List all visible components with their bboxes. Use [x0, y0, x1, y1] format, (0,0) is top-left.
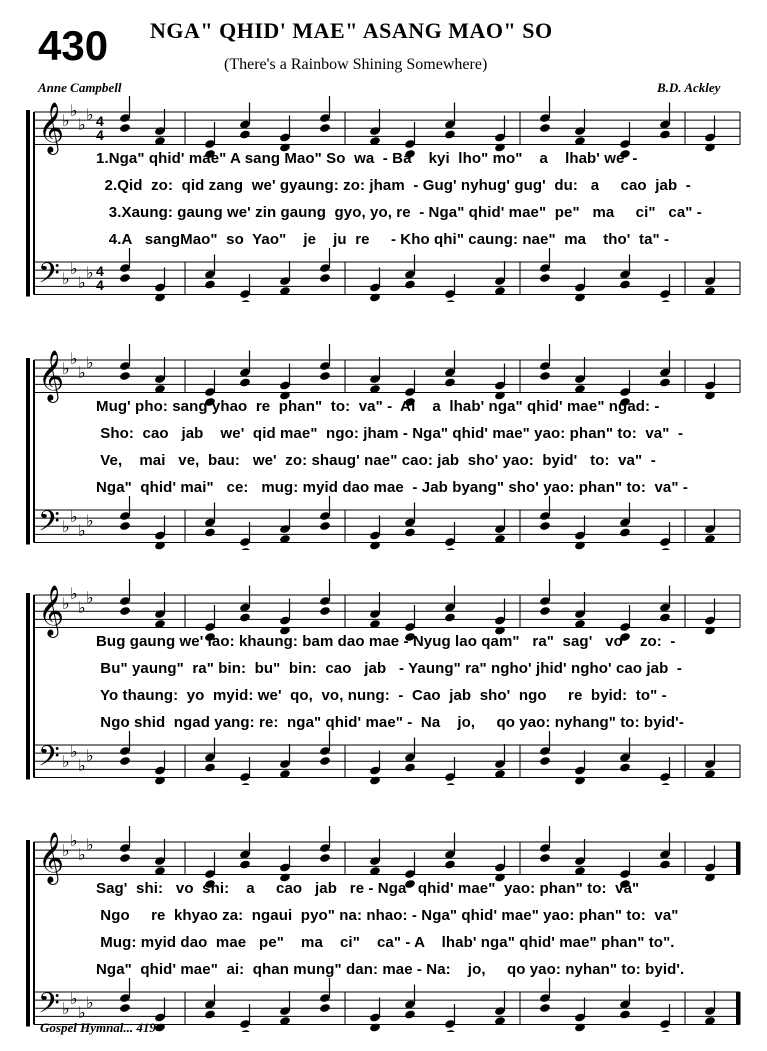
note-icon [319, 344, 331, 381]
flat-icon: ♭ [78, 598, 86, 617]
note-icon [369, 516, 381, 551]
note-icon [369, 357, 381, 394]
note-icon [154, 268, 166, 303]
lyric-line: Nga" qhid' mae" ai: qhan mung" dan: mae - Na: jo, qo yao: nyhan" to: byid'. [96, 961, 685, 978]
note-icon [204, 503, 216, 538]
flat-icon: ♭ [70, 259, 78, 278]
note-icon [279, 846, 291, 883]
note-icon [369, 268, 381, 303]
flat-icon: ♭ [78, 363, 86, 382]
note-icon [239, 351, 251, 388]
flat-icon: ♭ [86, 353, 94, 372]
lyric-line: Ve, mai ve, bau: we' zo: shaug' nae" cao: jab sho' yao: byid' to: va" - [96, 452, 656, 469]
note-icon [494, 116, 506, 153]
note-icon [204, 985, 216, 1020]
note-icon [154, 751, 166, 786]
note-icon [369, 592, 381, 629]
note-icon [494, 364, 506, 401]
flat-icon: ♭ [86, 263, 94, 282]
hymn-subtitle: (There's a Rainbow Shining Somewhere) [224, 56, 488, 73]
note-icon [444, 833, 456, 870]
note-icon [239, 103, 251, 140]
hymn-number: 430 [38, 22, 109, 69]
time-signature: 4 [96, 113, 104, 129]
note-icon [239, 586, 251, 623]
flat-icon: ♭ [62, 841, 70, 860]
note-icon [404, 738, 416, 773]
note-icon [404, 503, 416, 538]
system-1 [0, 92, 767, 302]
treble-clef-icon: 𝄞 [38, 832, 65, 883]
lyric-line: Ngo shid ngad yang: re: nga" qhid' mae" - Na jo, qo yao: nyhang" to: byid'- [96, 714, 684, 731]
note-icon [704, 599, 716, 636]
note-icon [574, 109, 586, 146]
bass-clef-icon: 𝄢 [38, 740, 60, 780]
note-icon [154, 839, 166, 876]
flat-icon: ♭ [78, 273, 86, 292]
note-icon [574, 839, 586, 876]
note-icon [704, 116, 716, 153]
treble-clef-icon: 𝄞 [38, 350, 65, 401]
flat-icon: ♭ [78, 845, 86, 864]
lyric-line: 4.A sangMao" so Yao" je ju re - Kho qhi" caung: nae" ma tho' ta" - [96, 231, 670, 248]
note-icon [369, 998, 381, 1033]
flat-icon: ♭ [86, 511, 94, 530]
flat-icon: ♭ [86, 835, 94, 854]
note-icon [404, 985, 416, 1020]
note-icon [154, 516, 166, 551]
note-icon [539, 579, 551, 616]
flat-icon: ♭ [62, 517, 70, 536]
flat-icon: ♭ [70, 584, 78, 603]
note-icon [119, 731, 131, 766]
note-icon [704, 846, 716, 883]
system-4 [0, 822, 767, 1032]
note-icon [279, 364, 291, 401]
note-icon [319, 978, 331, 1013]
flat-icon: ♭ [70, 349, 78, 368]
lyric-line: Ngo re khyao za: ngaui pyo" na: nhao: - Nga" qhid' mae" yao: phan" to: va" [96, 907, 679, 924]
note-icon [574, 998, 586, 1033]
note-icon [659, 833, 671, 870]
note-icon [369, 751, 381, 786]
note-icon [154, 357, 166, 394]
bass-staff [34, 510, 740, 543]
flat-icon: ♭ [78, 1003, 86, 1022]
note-icon [319, 248, 331, 283]
note-icon [444, 351, 456, 388]
note-icon [319, 826, 331, 863]
flat-icon: ♭ [62, 111, 70, 130]
bass-clef-icon: 𝄢 [38, 505, 60, 545]
system-3 [0, 575, 767, 785]
note-icon [494, 846, 506, 883]
flat-icon: ♭ [70, 101, 78, 120]
flat-icon: ♭ [78, 115, 86, 134]
flat-icon: ♭ [86, 993, 94, 1012]
lyric-line: Nga" qhid' mai" ce: mug: myid dao mae - Jab byang" sho' yao: phan" to: va" - [96, 479, 688, 496]
system-2 [0, 340, 767, 550]
flat-icon: ♭ [70, 831, 78, 850]
hymn-title: NGA" QHID' MAE" ASANG MAO" SO [150, 18, 553, 43]
note-icon [659, 351, 671, 388]
flat-icon: ♭ [62, 594, 70, 613]
note-icon [119, 826, 131, 863]
flat-icon: ♭ [78, 521, 86, 540]
note-icon [619, 738, 631, 773]
note-icon [369, 109, 381, 146]
lyric-line: 2.Qid zo: qid zang we' gyaung: zo: jham - Gug' nyhug' gug' du: a cao jab - [96, 177, 691, 194]
flat-icon: ♭ [70, 507, 78, 526]
source-footer: Gospel Hymnal... 419 [40, 1020, 156, 1035]
bass-staff [34, 262, 740, 295]
lyric-line: Bu" yaung" ra" bin: bu" bin: cao jab - Yaung" ra" ngho' jhid' ngho' cao jab - [96, 660, 682, 677]
time-signature: 4 [96, 263, 104, 279]
treble-staff [34, 595, 740, 628]
note-icon [704, 364, 716, 401]
note-icon [574, 268, 586, 303]
note-icon [539, 978, 551, 1013]
note-icon [444, 586, 456, 623]
flat-icon: ♭ [70, 989, 78, 1008]
bass-staff [34, 745, 740, 778]
note-icon [319, 96, 331, 133]
note-icon [319, 731, 331, 766]
note-icon [574, 357, 586, 394]
lyric-line: Sho: cao jab we' qid mae" ngo: jham - Nga" qhid' mae" yao: phan" to: va" - [96, 425, 684, 442]
note-icon [154, 109, 166, 146]
time-signature: 4 [96, 127, 104, 143]
note-icon [279, 599, 291, 636]
note-icon [494, 599, 506, 636]
note-icon [539, 496, 551, 531]
note-icon [119, 248, 131, 283]
note-icon [574, 516, 586, 551]
note-icon [444, 103, 456, 140]
lyric-line: Bug gaung we' lao: khaung: bam dao mae - Nyug lao qam" ra" sag' vo zo: - [96, 633, 676, 650]
lyric-line: Sag' shi: vo shi: a cao jab re - Nga" qhid' mae" yao: phan" to: va" [96, 880, 640, 897]
note-icon [119, 96, 131, 133]
note-icon [619, 985, 631, 1020]
note-icon [619, 255, 631, 290]
flat-icon: ♭ [78, 756, 86, 775]
treble-clef-icon: 𝄞 [38, 585, 65, 636]
note-icon [319, 579, 331, 616]
lyric-line: Mug: myid dao mae pe" ma ci" ca" - A lhab' nga" qhid' mae" phan" to". [96, 934, 675, 951]
treble-staff [34, 360, 740, 393]
note-icon [119, 344, 131, 381]
note-icon [659, 586, 671, 623]
lyric-line: Yo thaung: yo myid: we' qo, vo, nung: - Cao jab sho' ngo re byid: to" - [96, 687, 667, 704]
note-icon [574, 751, 586, 786]
note-icon [319, 496, 331, 531]
note-icon [204, 738, 216, 773]
note-icon [574, 592, 586, 629]
note-icon [404, 255, 416, 290]
lyric-line: 3.Xaung: gaung we' zin gaung gyo, yo, re - Nga" qhid' mae" pe" ma ci" ca" - [96, 204, 702, 221]
note-icon [239, 833, 251, 870]
lyric-line: 1.Nga" qhid' mae" A sang Mao" So wa - Ba kyi lho" mo" a lhab' we' - [96, 150, 638, 167]
treble-clef-icon: 𝄞 [38, 102, 65, 153]
lyric-line: Mug' pho: sang yhao re phan" to: va" - Ai a lhab' nga" qhid' mae" ngad: - [96, 398, 660, 415]
flat-icon: ♭ [86, 105, 94, 124]
flat-icon: ♭ [70, 742, 78, 761]
note-icon [369, 839, 381, 876]
note-icon [539, 344, 551, 381]
note-icon [539, 826, 551, 863]
note-icon [539, 248, 551, 283]
flat-icon: ♭ [62, 359, 70, 378]
note-icon [119, 496, 131, 531]
note-icon [204, 255, 216, 290]
treble-staff [34, 842, 740, 875]
composer: B.D. Ackley [657, 80, 721, 95]
note-icon [619, 503, 631, 538]
flat-icon: ♭ [62, 752, 70, 771]
time-signature: 4 [96, 277, 104, 293]
note-icon [279, 116, 291, 153]
treble-staff [34, 112, 740, 145]
bass-clef-icon: 𝄢 [38, 987, 60, 1027]
flat-icon: ♭ [62, 269, 70, 288]
note-icon [119, 978, 131, 1013]
note-icon [154, 592, 166, 629]
note-icon [659, 103, 671, 140]
lyricist: Anne Campbell [38, 80, 122, 95]
note-icon [539, 731, 551, 766]
note-icon [119, 579, 131, 616]
bass-clef-icon: 𝄢 [38, 257, 60, 297]
flat-icon: ♭ [62, 999, 70, 1018]
flat-icon: ♭ [86, 588, 94, 607]
note-icon [539, 96, 551, 133]
flat-icon: ♭ [86, 746, 94, 765]
